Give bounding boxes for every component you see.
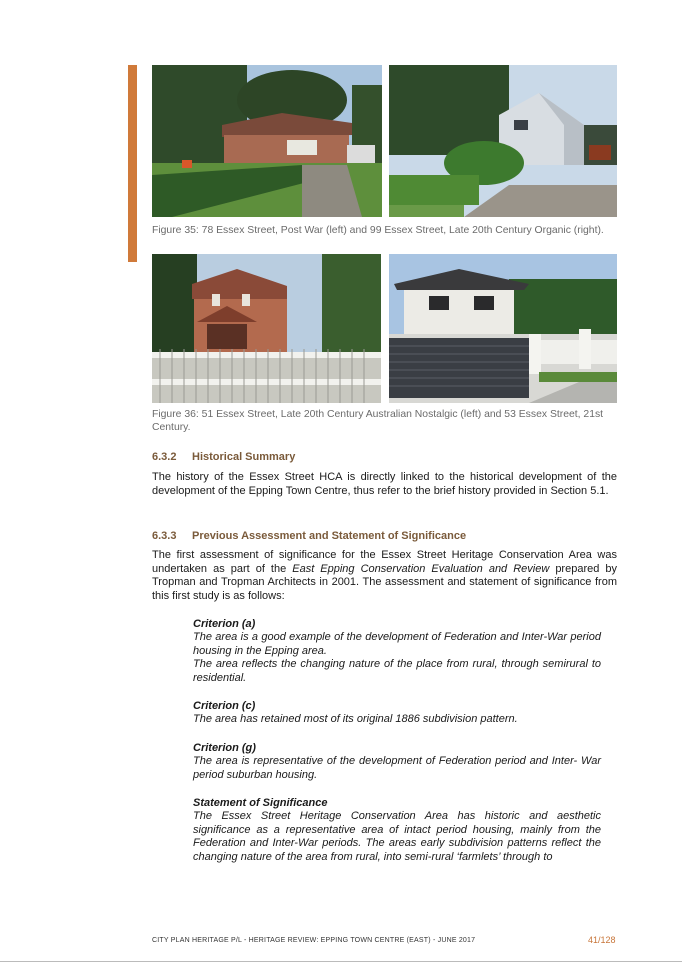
footer-document-title: CITY PLAN HERITAGE P/L - HERITAGE REVIEW: EPPING TOWN CENTRE (EAST) - JUNE 2017 [152, 937, 476, 944]
criterion-g [193, 742, 601, 782]
criterion-c [193, 700, 601, 727]
study-title: East Epping Conservation Evaluation and Review [292, 562, 550, 575]
page-number: 41/128 [588, 935, 616, 945]
photo-78-essex-street [152, 65, 382, 217]
figure-35-caption: Figure 35: 78 Essex Street, Post War (left) and 99 Essex Street, Late 20th Century Organic (right). [152, 225, 604, 236]
bottom-divider [0, 961, 682, 962]
criterion-title: Statement of Significance [193, 797, 328, 809]
section-number: 6.3.2 [152, 451, 177, 463]
photo-51-essex-street [152, 254, 381, 403]
previous-assessment-paragraph [152, 549, 617, 603]
section-title: Previous Assessment and Statement of Significance [192, 530, 467, 542]
criterion-title: Criterion (a) [193, 618, 256, 630]
photo-99-essex-street [389, 65, 617, 217]
section-heading-previous-assessment [152, 530, 466, 542]
photo-53-essex-street [389, 254, 617, 403]
criterion-text: The area is representative of the development of Federation period and Inter- War period suburban housing. [193, 755, 601, 781]
section-title: Historical Summary [192, 451, 296, 463]
criterion-title: Criterion (g) [193, 742, 256, 754]
intro-text: The first assessment of significance for the Essex Street Heritage Conservation Area was undertaken as part of the [152, 549, 617, 575]
section-heading-historical-summary [152, 451, 295, 463]
criterion-a [193, 618, 601, 685]
figure-36-caption: Figure 36: 51 Essex Street, Late 20th Century Australian Nostalgic (left) and 53 Essex Street, 21st Century. [152, 409, 604, 433]
criterion-text: The area reflects the changing nature of the place from rural, through semirural to residential. [193, 658, 601, 684]
statement-of-significance [193, 797, 601, 864]
section-number: 6.3.3 [152, 530, 177, 542]
criterion-text: The area has retained most of its original 1886 subdivision pattern. [193, 713, 518, 726]
criterion-text: The area is a good example of the development of Federation and Inter-War period housing in the Epping area. [193, 631, 601, 657]
historical-summary-paragraph: The history of the Essex Street HCA is directly linked to the historical development of the development of the Epping Town Centre, thus refer to the brief history provided in Section 5.1. [152, 471, 617, 497]
criterion-title: Criterion (c) [193, 700, 256, 712]
accent-bar [128, 65, 137, 262]
intro-text-continued: prepared by Tropman and Tropman Architects in 2001. The assessment and statement of significance from this first study is as follows: [152, 562, 617, 602]
statement-text: The Essex Street Heritage Conservation Area has historic and aesthetic significance as a representative area of intact period housing, mainly from the Federation and Inter-War periods. The areas early subdivision patterns reflect the changing nature of the area from rural, into semi-rural ‘farmlets’ through to [193, 810, 601, 863]
